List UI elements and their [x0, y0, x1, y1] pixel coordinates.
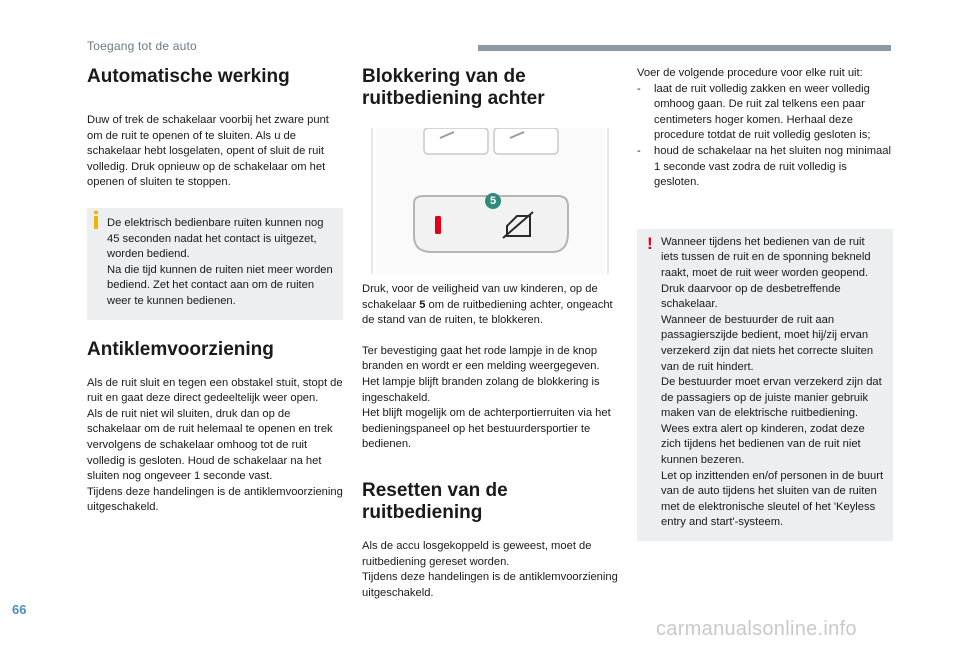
para-blokkering-1: [362, 282, 618, 329]
list-item: - houd de schakelaar na het sluiten nog minimaal 1 seconde vast zodra de ruit volledig is gesloten.: [637, 144, 891, 189]
page-number: 66: [12, 602, 27, 617]
info-icon: [94, 216, 98, 229]
warning-text-2: Wanneer de bestuurder de ruit aan passagierszijde bedient, moet hij/zij ervan verzekerd zijn dat niets het correcte sluiten van de ruit hindert.: [661, 313, 874, 373]
list-item: - laat de ruit volledig zakken en weer volledig omhoog gaan. De ruit zal telkens een paar centimeters hoger komen. Herhaal deze procedure totdat de ruit volledig gesloten is;: [637, 82, 871, 142]
para-resetten-1: Als de accu losgekoppeld is geweest, moet de ruitbediening gereset worden.: [362, 539, 592, 568]
red-lamp: [435, 216, 441, 234]
section-title: Toegang tot de auto: [87, 39, 197, 53]
procedure-intro: Voer de volgende procedure voor elke ruit uit:: [637, 67, 863, 79]
heading-blokkering: Blokkering van de ruitbediening achter: [362, 66, 545, 109]
para-antiklem-2: Als de ruit niet wil sluiten, druk dan op de schakelaar om de ruit helemaal te openen en trek vervolgens de schakelaar omhoog tot de ruit volledig is gesloten. Houd de schakelaar na het sluiten nog ongeveer 1 seconde vast.: [87, 407, 333, 483]
procedure-list: [637, 82, 893, 191]
para-blokkering-1-post: om de ruitbediening achter, ongeacht de stand van de ruiten, te blokkeren.: [362, 298, 613, 327]
watermark: carmanualsonline.info: [656, 618, 857, 640]
info-text-1: De elektrisch bedienbare ruiten kunnen nog 45 seconden nadat het contact is uitgezet, worden bediend.: [107, 216, 324, 261]
info-box: [87, 208, 343, 320]
warning-text-5: Let op inzittenden en/of personen in de buurt van de auto tijdens het sluiten van de ruiten met de elektronische sleutel of het 'Keyless entry and start'-systeem.: [661, 469, 884, 529]
column-1: [87, 66, 343, 516]
warning-text-4: Wees extra alert op kinderen, zodat deze zich tijdens het bedienen van de ruit niet kunnen bezeren.: [661, 422, 865, 467]
para-resetten-2: Tijdens deze handelingen is de antiklemvoorziening uitgeschakeld.: [362, 571, 618, 599]
warning-text-3: De bestuurder moet ervan verzekerd zijn dat de passagiers op de juiste manier gebruik maken van de elektrische ruitbediening.: [661, 376, 882, 420]
para-blokkering-1-pre: Druk, voor de veiligheid van uw kinderen, op de schakelaar: [362, 283, 598, 311]
warning-icon: !: [647, 233, 653, 253]
para-blokkering-2: Ter bevestiging gaat het rode lampje in de knop branden en wordt er een melding weergegeven. Het lampje blijft branden zolang de blokkering is ingeschakeld.: [362, 344, 600, 404]
column-3: [637, 66, 893, 541]
info-text-2: Na die tijd kunnen de ruiten niet meer worden bediend. Zet het contact aan om de ruiten weer te kunnen bedienen.: [107, 263, 333, 307]
para-automatische-werking: Duw of trek de schakelaar voorbij het zware punt om de ruit te openen of te sluiten. Als u de schakelaar hebt losgelaten, opent of sluit de ruit volledig. Druk opnieuw op de schakelaar om het openen of sluiten te stoppen.: [87, 114, 329, 189]
window-switch-figure: [362, 128, 618, 274]
heading-resetten: Resetten van de ruitbediening: [362, 479, 508, 523]
warning-text-1: Wanneer tijdens het bedienen van de ruit iets tussen de ruit en de sponning bekneld raakt, moet de ruit weer worden geopend. Druk daarvoor op de desbetreffende schakelaar.: [661, 235, 871, 311]
para-antiklem-3: Tijdens deze handelingen is de antiklemvoorziening uitgeschakeld.: [87, 485, 343, 514]
column-2: [362, 66, 618, 601]
para-blokkering-3: Het blijft mogelijk om de achterportierruiten via het bedieningspaneel op het bestuurdersportier te bedienen.: [362, 407, 611, 451]
warning-box: [637, 229, 893, 541]
switch-number: 5: [419, 298, 426, 311]
header-bar: [478, 45, 891, 51]
heading-automatische-werking: Automatische werking: [87, 66, 290, 87]
callout-5: 5: [489, 195, 497, 207]
para-antiklem-1: Als de ruit sluit en tegen een obstakel stuit, stopt de ruit en gaat deze direct gedeeltelijk weer open.: [87, 376, 343, 405]
heading-antiklemvoorziening: Antiklemvoorziening: [87, 338, 274, 360]
